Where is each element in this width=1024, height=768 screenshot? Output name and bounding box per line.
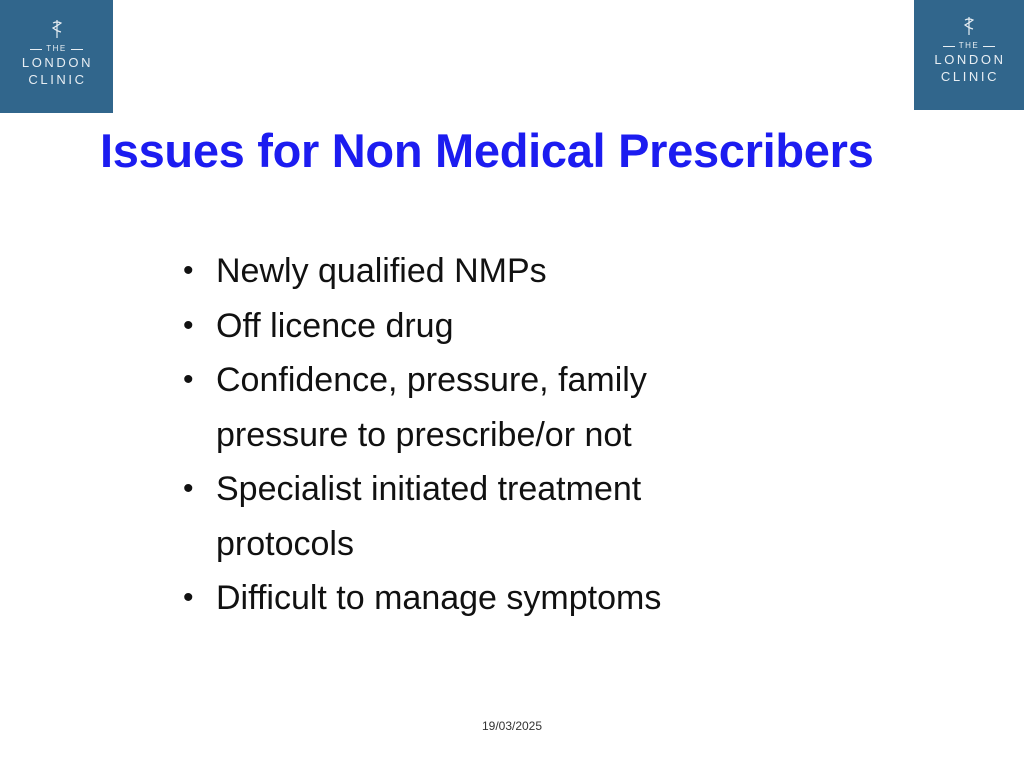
bullet-item — [183, 462, 803, 571]
caduceus-icon — [50, 20, 64, 38]
bullet-icon: • — [183, 308, 194, 342]
bullet-item — [183, 299, 803, 354]
logo-line-1: LONDON — [21, 55, 94, 70]
logo-the: THE — [943, 41, 996, 51]
bullet-icon: • — [183, 472, 194, 505]
footer-date: 19/03/2025 — [481, 719, 543, 733]
bullet-text: Difficult to manage symptoms — [216, 579, 662, 617]
bullet-text-continued: protocols — [216, 524, 354, 563]
logo-line-2: CLINIC — [940, 69, 1000, 84]
london-clinic-logo-right — [914, 0, 1024, 110]
bullet-text: Confidence, pressure, family — [216, 361, 647, 399]
london-clinic-logo-left — [0, 0, 113, 113]
bullet-text: Specialist initiated treatment — [216, 470, 642, 508]
slide-title: Issues for Non Medical Prescribers — [100, 124, 874, 177]
bullet-item — [183, 571, 803, 626]
logo-line-2: CLINIC — [28, 72, 87, 87]
logo-line-1: LONDON — [934, 52, 1006, 67]
bullet-text: Newly qualified NMPs — [216, 252, 547, 290]
logo-the: THE — [30, 44, 83, 54]
bullet-item — [183, 244, 803, 299]
bullet-text: Off licence drug — [216, 306, 454, 345]
bullet-icon: • — [183, 363, 194, 396]
bullet-icon: • — [183, 254, 194, 287]
bullet-icon: • — [183, 581, 194, 614]
bullet-list — [183, 244, 803, 626]
caduceus-icon — [962, 17, 976, 35]
bullet-item — [183, 353, 803, 462]
bullet-text-continued: pressure to prescribe/or not — [216, 415, 632, 454]
